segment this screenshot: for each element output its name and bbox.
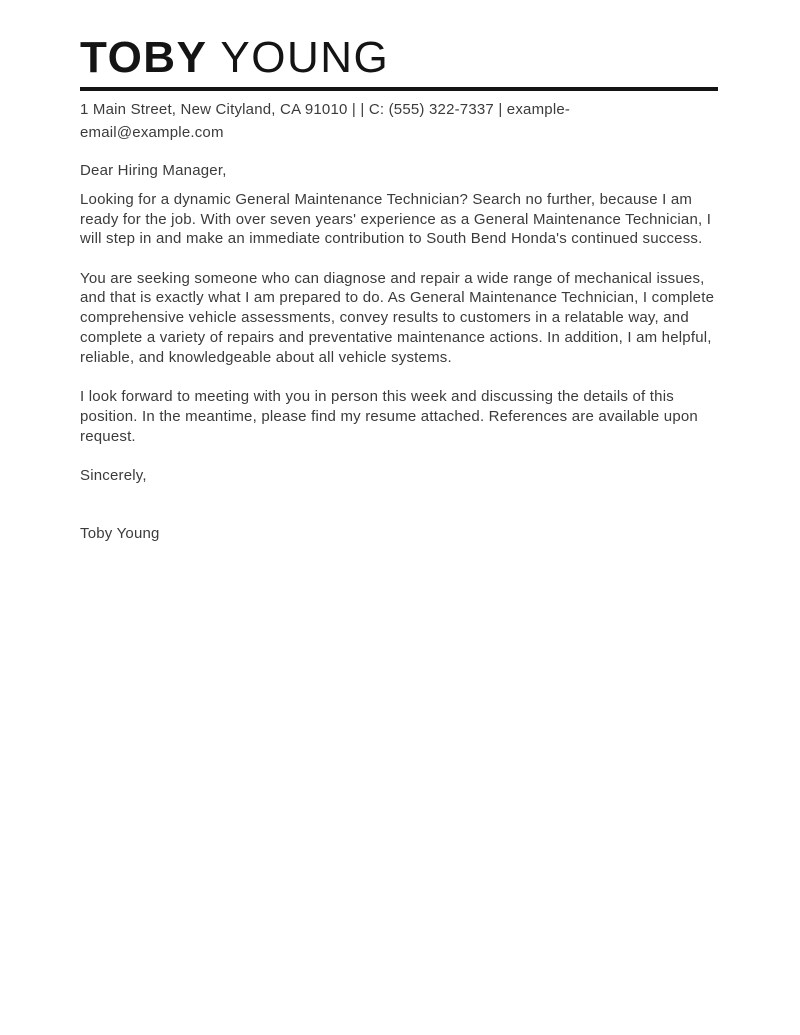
header-divider xyxy=(80,87,718,91)
salutation: Dear Hiring Manager, xyxy=(80,162,227,179)
page-title xyxy=(80,33,720,82)
signature-name: Toby Young xyxy=(80,524,160,542)
name-last: YOUNG xyxy=(220,33,390,82)
letter-paragraph: You are seeking someone who can diagnose and repair a wide range of mechanical issues, and that is exactly what I am prepared to do. As General Maintenance Technician, I complete comprehensive vehicle assessments, convey results to customers in a relatable way, and complete a variety of repairs and preventative maintenance actions. In addition, I am helpful, reliable, and knowledgeable about all vehicle systems. xyxy=(80,269,715,366)
letter-paragraph: I look forward to meeting with you in person this week and discussing the details of this position. In the meantime, please find my resume attached. References are available upon request. xyxy=(80,388,698,445)
contact-info xyxy=(80,98,720,144)
letter-content xyxy=(80,33,720,544)
contact-line-1: 1 Main Street, New Cityland, CA 91010 | | C: (555) 322-7337 | example- xyxy=(80,101,571,118)
name-first: TOBY xyxy=(80,33,207,82)
letter-paragraph: Looking for a dynamic General Maintenance Technician? Search no further, because I am ready for the job. With over seven years' experience as a General Maintenance Technician, I will step in and make an immediate contribution to South Bend Honda's continued success. xyxy=(80,190,712,248)
contact-line-2: email@example.com xyxy=(80,124,224,141)
closing-line: Sincerely, xyxy=(80,467,147,485)
